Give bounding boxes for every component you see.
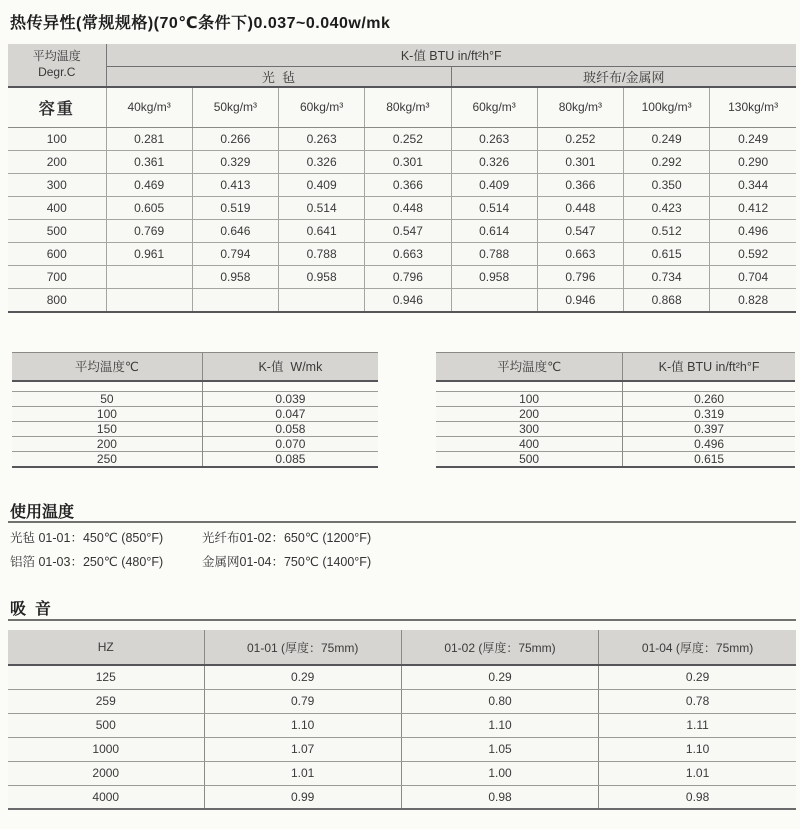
value-cell: 0.958 — [451, 266, 537, 289]
value-cell: 0.252 — [365, 128, 451, 151]
density-header: 50kg/m³ — [192, 87, 278, 128]
table-row — [436, 392, 795, 407]
density-header: 130kg/m³ — [710, 87, 796, 128]
value-cell: 0.646 — [192, 220, 278, 243]
value-cell: 0.252 — [537, 128, 623, 151]
value-cell: 0.070 — [202, 437, 378, 452]
value-cell: 1.05 — [401, 737, 598, 761]
value-cell: 0.98 — [401, 785, 598, 809]
density-header: 40kg/m³ — [106, 87, 192, 128]
table-row — [8, 737, 796, 761]
value-cell: 0.663 — [365, 243, 451, 266]
service-temp-item: 铝箔 01-03：250℃ (480°F) — [10, 555, 164, 569]
value-cell: 0.946 — [537, 289, 623, 312]
material-group-row — [8, 66, 796, 87]
value-cell: 1.01 — [599, 761, 796, 785]
value-cell: 0.397 — [623, 422, 795, 437]
density-header: 100kg/m³ — [624, 87, 710, 128]
row-label-cell: 259 — [8, 689, 204, 713]
value-cell: 0.263 — [279, 128, 365, 151]
service-temp-row — [10, 525, 530, 549]
imperial-table-body — [436, 392, 795, 468]
table-row — [8, 174, 796, 197]
service-temp-item: 光纤布01-02：650℃ (1200°F) — [202, 531, 372, 545]
k-value-imperial-table — [436, 352, 795, 468]
table-row — [436, 422, 795, 437]
value-cell: 0.958 — [192, 266, 278, 289]
table-row — [8, 713, 796, 737]
row-label-cell: 300 — [436, 422, 623, 437]
density-header-row — [8, 87, 796, 128]
value-cell: 0.469 — [106, 174, 192, 197]
value-cell: 0.409 — [279, 174, 365, 197]
table-row — [436, 437, 795, 452]
sample-01-04-header: 01-04 (厚度：75mm) — [599, 630, 796, 665]
table-row — [8, 128, 796, 151]
value-cell: 0.249 — [624, 128, 710, 151]
hz-header: HZ — [8, 630, 204, 665]
value-cell: 0.266 — [192, 128, 278, 151]
service-temp-item: 金属网01-04：750℃ (1400°F) — [202, 555, 372, 569]
value-cell: 1.07 — [204, 737, 401, 761]
row-label-cell: 500 — [8, 220, 106, 243]
row-label-cell: 50 — [12, 392, 202, 407]
value-cell: 0.98 — [599, 785, 796, 809]
row-label-cell: 200 — [436, 407, 623, 422]
density-header: 80kg/m³ — [537, 87, 623, 128]
row-label-cell: 100 — [12, 407, 202, 422]
table-row — [8, 151, 796, 174]
value-cell: 0.301 — [365, 151, 451, 174]
table-row — [12, 407, 378, 422]
service-temp-row — [10, 549, 530, 573]
metric-k-header: K-值 W/mk — [202, 353, 378, 381]
value-cell: 0.796 — [537, 266, 623, 289]
value-cell: 0.29 — [204, 665, 401, 689]
value-cell: 0.663 — [537, 243, 623, 266]
row-label-cell: 2000 — [8, 761, 204, 785]
value-cell: 0.615 — [624, 243, 710, 266]
value-cell — [192, 289, 278, 312]
row-label-cell: 100 — [436, 392, 623, 407]
k-value-header-row — [8, 44, 796, 66]
value-cell: 0.79 — [204, 689, 401, 713]
value-cell: 0.641 — [279, 220, 365, 243]
value-cell: 0.366 — [537, 174, 623, 197]
value-cell: 0.301 — [537, 151, 623, 174]
value-cell: 1.10 — [401, 713, 598, 737]
imperial-header-row — [436, 353, 795, 381]
avg-temp-label-cn: 平均温度 — [32, 49, 81, 64]
metric-temp-header: 平均温度℃ — [12, 353, 202, 381]
avg-temp-label-en: Degr.C — [38, 64, 76, 79]
metric-header-row — [12, 353, 378, 381]
value-cell: 0.547 — [365, 220, 451, 243]
row-label-cell: 500 — [8, 713, 204, 737]
table-row — [8, 689, 796, 713]
row-label-cell: 600 — [8, 243, 106, 266]
table-row — [12, 437, 378, 452]
value-cell: 0.412 — [710, 197, 796, 220]
value-cell: 0.958 — [279, 266, 365, 289]
value-cell: 0.796 — [365, 266, 451, 289]
value-cell: 0.448 — [365, 197, 451, 220]
value-cell: 0.326 — [451, 151, 537, 174]
value-cell: 0.99 — [204, 785, 401, 809]
value-cell: 0.615 — [623, 452, 795, 468]
value-cell: 0.329 — [192, 151, 278, 174]
value-cell: 0.409 — [451, 174, 537, 197]
value-cell: 0.29 — [401, 665, 598, 689]
value-cell: 0.512 — [624, 220, 710, 243]
table-row — [8, 289, 796, 312]
absorption-header-row — [8, 630, 796, 665]
value-cell: 0.058 — [202, 422, 378, 437]
imperial-k-header: K-值 BTU in/ft²h°F — [623, 353, 795, 381]
metric-table-body — [12, 392, 378, 468]
table-row — [436, 452, 795, 468]
sample-01-02-header: 01-02 (厚度：75mm) — [401, 630, 598, 665]
row-label-cell: 200 — [12, 437, 202, 452]
table-row — [8, 665, 796, 689]
value-cell — [106, 289, 192, 312]
table-row — [436, 407, 795, 422]
table-row — [8, 266, 796, 289]
table-row — [8, 220, 796, 243]
value-cell: 0.319 — [623, 407, 795, 422]
spacer-row — [436, 381, 795, 392]
value-cell: 0.344 — [710, 174, 796, 197]
row-label-cell: 4000 — [8, 785, 204, 809]
thermal-table-body — [8, 128, 796, 312]
table-row — [8, 785, 796, 809]
row-label-cell: 500 — [436, 452, 623, 468]
table-row — [12, 422, 378, 437]
value-cell: 1.10 — [204, 713, 401, 737]
value-cell: 0.361 — [106, 151, 192, 174]
value-cell: 0.290 — [710, 151, 796, 174]
service-temp-rule — [8, 521, 796, 523]
value-cell: 0.448 — [537, 197, 623, 220]
value-cell: 0.547 — [537, 220, 623, 243]
sound-absorption-table — [8, 630, 796, 810]
value-cell: 0.496 — [710, 220, 796, 243]
row-label-cell: 400 — [436, 437, 623, 452]
value-cell: 0.828 — [710, 289, 796, 312]
value-cell: 0.281 — [106, 128, 192, 151]
value-cell: 0.592 — [710, 243, 796, 266]
value-cell — [279, 289, 365, 312]
density-header: 60kg/m³ — [451, 87, 537, 128]
density-header: 60kg/m³ — [279, 87, 365, 128]
service-temp-heading: 使用温度 — [10, 504, 75, 521]
page-title: 热传异性(常规规格)(70℃条件下)0.037~0.040w/mk — [10, 15, 391, 32]
value-cell: 1.10 — [599, 737, 796, 761]
thermal-conductivity-table — [8, 44, 796, 313]
table-row — [8, 761, 796, 785]
value-cell: 0.946 — [365, 289, 451, 312]
row-label-cell: 250 — [12, 452, 202, 468]
value-cell: 0.605 — [106, 197, 192, 220]
sample-01-01-header: 01-01 (厚度：75mm) — [204, 630, 401, 665]
value-cell: 0.260 — [623, 392, 795, 407]
value-cell: 0.614 — [451, 220, 537, 243]
absorption-rule — [8, 619, 796, 621]
value-cell: 0.769 — [106, 220, 192, 243]
value-cell: 0.039 — [202, 392, 378, 407]
k-value-unit-header: K-值 BTU in/ft²h°F — [106, 44, 796, 66]
value-cell: 0.514 — [279, 197, 365, 220]
group-mesh-header: 玻纤布/金属网 — [451, 66, 796, 87]
table-row — [8, 243, 796, 266]
absorption-heading: 吸 音 — [10, 601, 51, 618]
density-label: 容重 — [8, 87, 106, 128]
table-row — [12, 452, 378, 468]
value-cell: 0.514 — [451, 197, 537, 220]
value-cell: 0.326 — [279, 151, 365, 174]
value-cell: 0.961 — [106, 243, 192, 266]
value-cell: 0.496 — [623, 437, 795, 452]
value-cell: 0.794 — [192, 243, 278, 266]
spacer-row — [12, 381, 378, 392]
value-cell: 0.423 — [624, 197, 710, 220]
value-cell: 0.788 — [451, 243, 537, 266]
value-cell: 0.366 — [365, 174, 451, 197]
table-row — [12, 392, 378, 407]
k-value-metric-table — [12, 352, 378, 468]
value-cell: 0.519 — [192, 197, 278, 220]
service-temp-list — [10, 525, 530, 573]
row-label-cell: 300 — [8, 174, 106, 197]
service-temp-item: 光毡 01-01：450℃ (850°F) — [10, 531, 164, 545]
value-cell: 0.292 — [624, 151, 710, 174]
value-cell — [451, 289, 537, 312]
value-cell: 0.788 — [279, 243, 365, 266]
value-cell: 1.11 — [599, 713, 796, 737]
value-cell: 0.29 — [599, 665, 796, 689]
value-cell: 0.704 — [710, 266, 796, 289]
value-cell: 0.80 — [401, 689, 598, 713]
density-header: 80kg/m³ — [365, 87, 451, 128]
absorption-table-body — [8, 665, 796, 809]
value-cell: 1.01 — [204, 761, 401, 785]
avg-temp-corner-header — [8, 44, 106, 87]
row-label-cell: 400 — [8, 197, 106, 220]
table-row — [8, 197, 796, 220]
row-label-cell: 800 — [8, 289, 106, 312]
value-cell: 0.263 — [451, 128, 537, 151]
value-cell: 0.413 — [192, 174, 278, 197]
value-cell: 0.78 — [599, 689, 796, 713]
value-cell: 0.085 — [202, 452, 378, 468]
value-cell: 0.249 — [710, 128, 796, 151]
value-cell: 0.047 — [202, 407, 378, 422]
value-cell: 0.350 — [624, 174, 710, 197]
row-label-cell: 150 — [12, 422, 202, 437]
value-cell: 1.00 — [401, 761, 598, 785]
value-cell — [106, 266, 192, 289]
row-label-cell: 125 — [8, 665, 204, 689]
imperial-temp-header: 平均温度℃ — [436, 353, 623, 381]
row-label-cell: 700 — [8, 266, 106, 289]
value-cell: 0.868 — [624, 289, 710, 312]
row-label-cell: 200 — [8, 151, 106, 174]
row-label-cell: 1000 — [8, 737, 204, 761]
row-label-cell: 100 — [8, 128, 106, 151]
group-felt-header: 光 毡 — [106, 66, 451, 87]
value-cell: 0.734 — [624, 266, 710, 289]
